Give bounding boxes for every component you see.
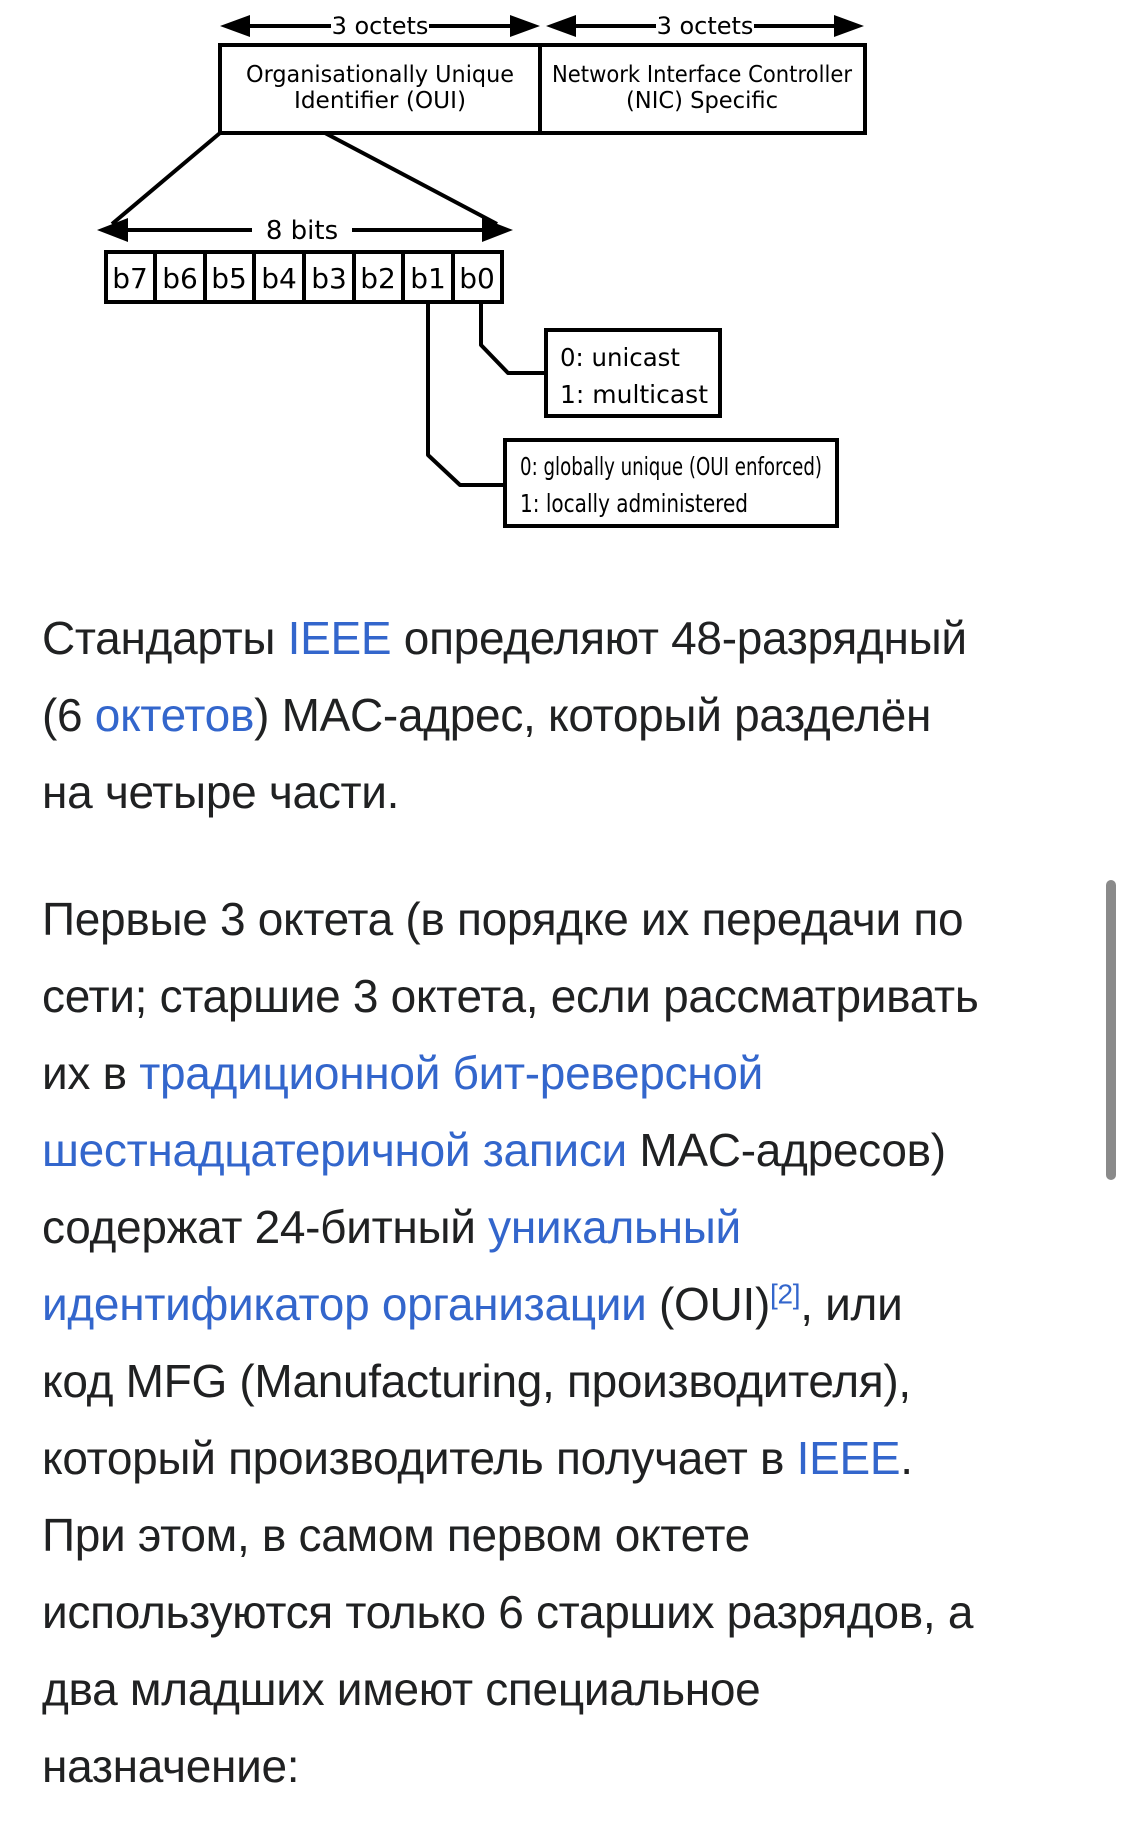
text-line: [42, 1728, 1085, 1805]
bit-label-b7: b7: [112, 262, 148, 295]
paragraph: [42, 881, 1085, 1805]
text-line: [42, 677, 1085, 754]
arrowhead-right-icon: [510, 15, 540, 37]
text-line: [42, 754, 1085, 831]
wiki-link[interactable]: шестнадцатеричной записи: [42, 1124, 627, 1176]
text-line: [42, 1497, 1085, 1574]
scrollbar-thumb[interactable]: [1106, 880, 1116, 1180]
diagram-svg: [0, 0, 1125, 545]
text-segment: При этом, в самом первом октете: [42, 1509, 750, 1561]
text-segment: определяют 48-разрядный: [391, 612, 967, 664]
nic-box-label-line2: (NIC) Specific: [626, 88, 778, 114]
bit-label-b5: b5: [211, 262, 247, 295]
text-line: [42, 1343, 1085, 1420]
mac-address-structure-diagram: [0, 0, 1125, 545]
wiki-link[interactable]: октетов: [94, 689, 255, 741]
text-segment: код MFG (Manufacturing, производителя),: [42, 1355, 911, 1407]
arrowhead-left-icon: [546, 15, 576, 37]
bit-label-b0: b0: [459, 262, 495, 295]
text-segment: два младших имеют специальное: [42, 1663, 761, 1715]
text-line: [42, 1266, 1085, 1343]
wiki-link[interactable]: IEEE: [287, 612, 392, 664]
arrowhead-right-icon: [482, 218, 513, 242]
octets-label-left: 3 octets: [331, 12, 429, 40]
text-segment: на четыре части.: [42, 766, 400, 818]
text-line: [42, 881, 1085, 958]
text-line: [42, 958, 1085, 1035]
wiki-link[interactable]: уникальный: [488, 1201, 741, 1253]
text-line: [42, 1112, 1085, 1189]
text-segment: содержат 24-битный: [42, 1201, 489, 1253]
bit-label-b2: b2: [360, 262, 396, 295]
text-segment: , или: [800, 1278, 903, 1330]
text-segment: который производитель получает в: [42, 1432, 797, 1484]
octets-label-right: 3 octets: [656, 12, 754, 40]
text-segment: (6: [42, 689, 95, 741]
unicast-box-line1: 0: unicast: [560, 343, 681, 372]
admin-box-line2: 1: locally administered: [520, 489, 748, 518]
admin-box-line1: 0: globally unique (OUI enforced): [520, 452, 822, 481]
b0-connector-line: [481, 302, 546, 373]
article-text: [42, 600, 1085, 1805]
text-line: [42, 1035, 1085, 1112]
text-line: [42, 1574, 1085, 1651]
text-segment: ) MAC-адрес, который разделён: [254, 689, 932, 741]
bit-label-b6: b6: [162, 262, 198, 295]
text-segment: назначение:: [42, 1740, 300, 1792]
fanout-line-right: [325, 133, 497, 224]
wiki-link[interactable]: традиционной бит-реверсной: [139, 1047, 764, 1099]
text-line: [42, 600, 1085, 677]
text-segment: используются только 6 старших разрядов, а: [42, 1586, 974, 1638]
text-segment: их в: [42, 1047, 140, 1099]
nic-box-label-line1: Network Interface Controller: [552, 62, 853, 88]
text-line: [42, 1651, 1085, 1728]
paragraph: [42, 600, 1085, 831]
text-line: [42, 1420, 1085, 1497]
text-segment: Стандарты: [42, 612, 288, 664]
bit-label-b3: b3: [311, 262, 347, 295]
reference-link[interactable]: [2]: [769, 1278, 801, 1310]
b1-connector-line: [428, 302, 505, 485]
oui-box-label-line2: Identifier (OUI): [294, 88, 466, 114]
bit-label-b1: b1: [410, 262, 446, 295]
text-segment: (OUI): [646, 1278, 770, 1330]
text-segment: Первые 3 октета (в порядке их передачи по: [42, 893, 964, 945]
bits-label: 8 bits: [265, 216, 339, 246]
text-line: [42, 1189, 1085, 1266]
arrowhead-left-icon: [220, 15, 250, 37]
unicast-box-line2: 1: multicast: [560, 380, 709, 409]
text-segment: сети; старшие 3 октета, если рассматривать: [42, 970, 979, 1022]
text-segment: MAC-адресов): [626, 1124, 946, 1176]
arrowhead-right-icon: [834, 15, 864, 37]
wiki-link[interactable]: идентификатор организации: [42, 1278, 647, 1330]
oui-box-label-line1: Organisationally Unique: [246, 62, 514, 88]
bit-label-b4: b4: [261, 262, 297, 295]
fanout-line-left: [112, 133, 220, 224]
wiki-link[interactable]: IEEE: [796, 1432, 901, 1484]
text-segment: .: [900, 1432, 913, 1484]
